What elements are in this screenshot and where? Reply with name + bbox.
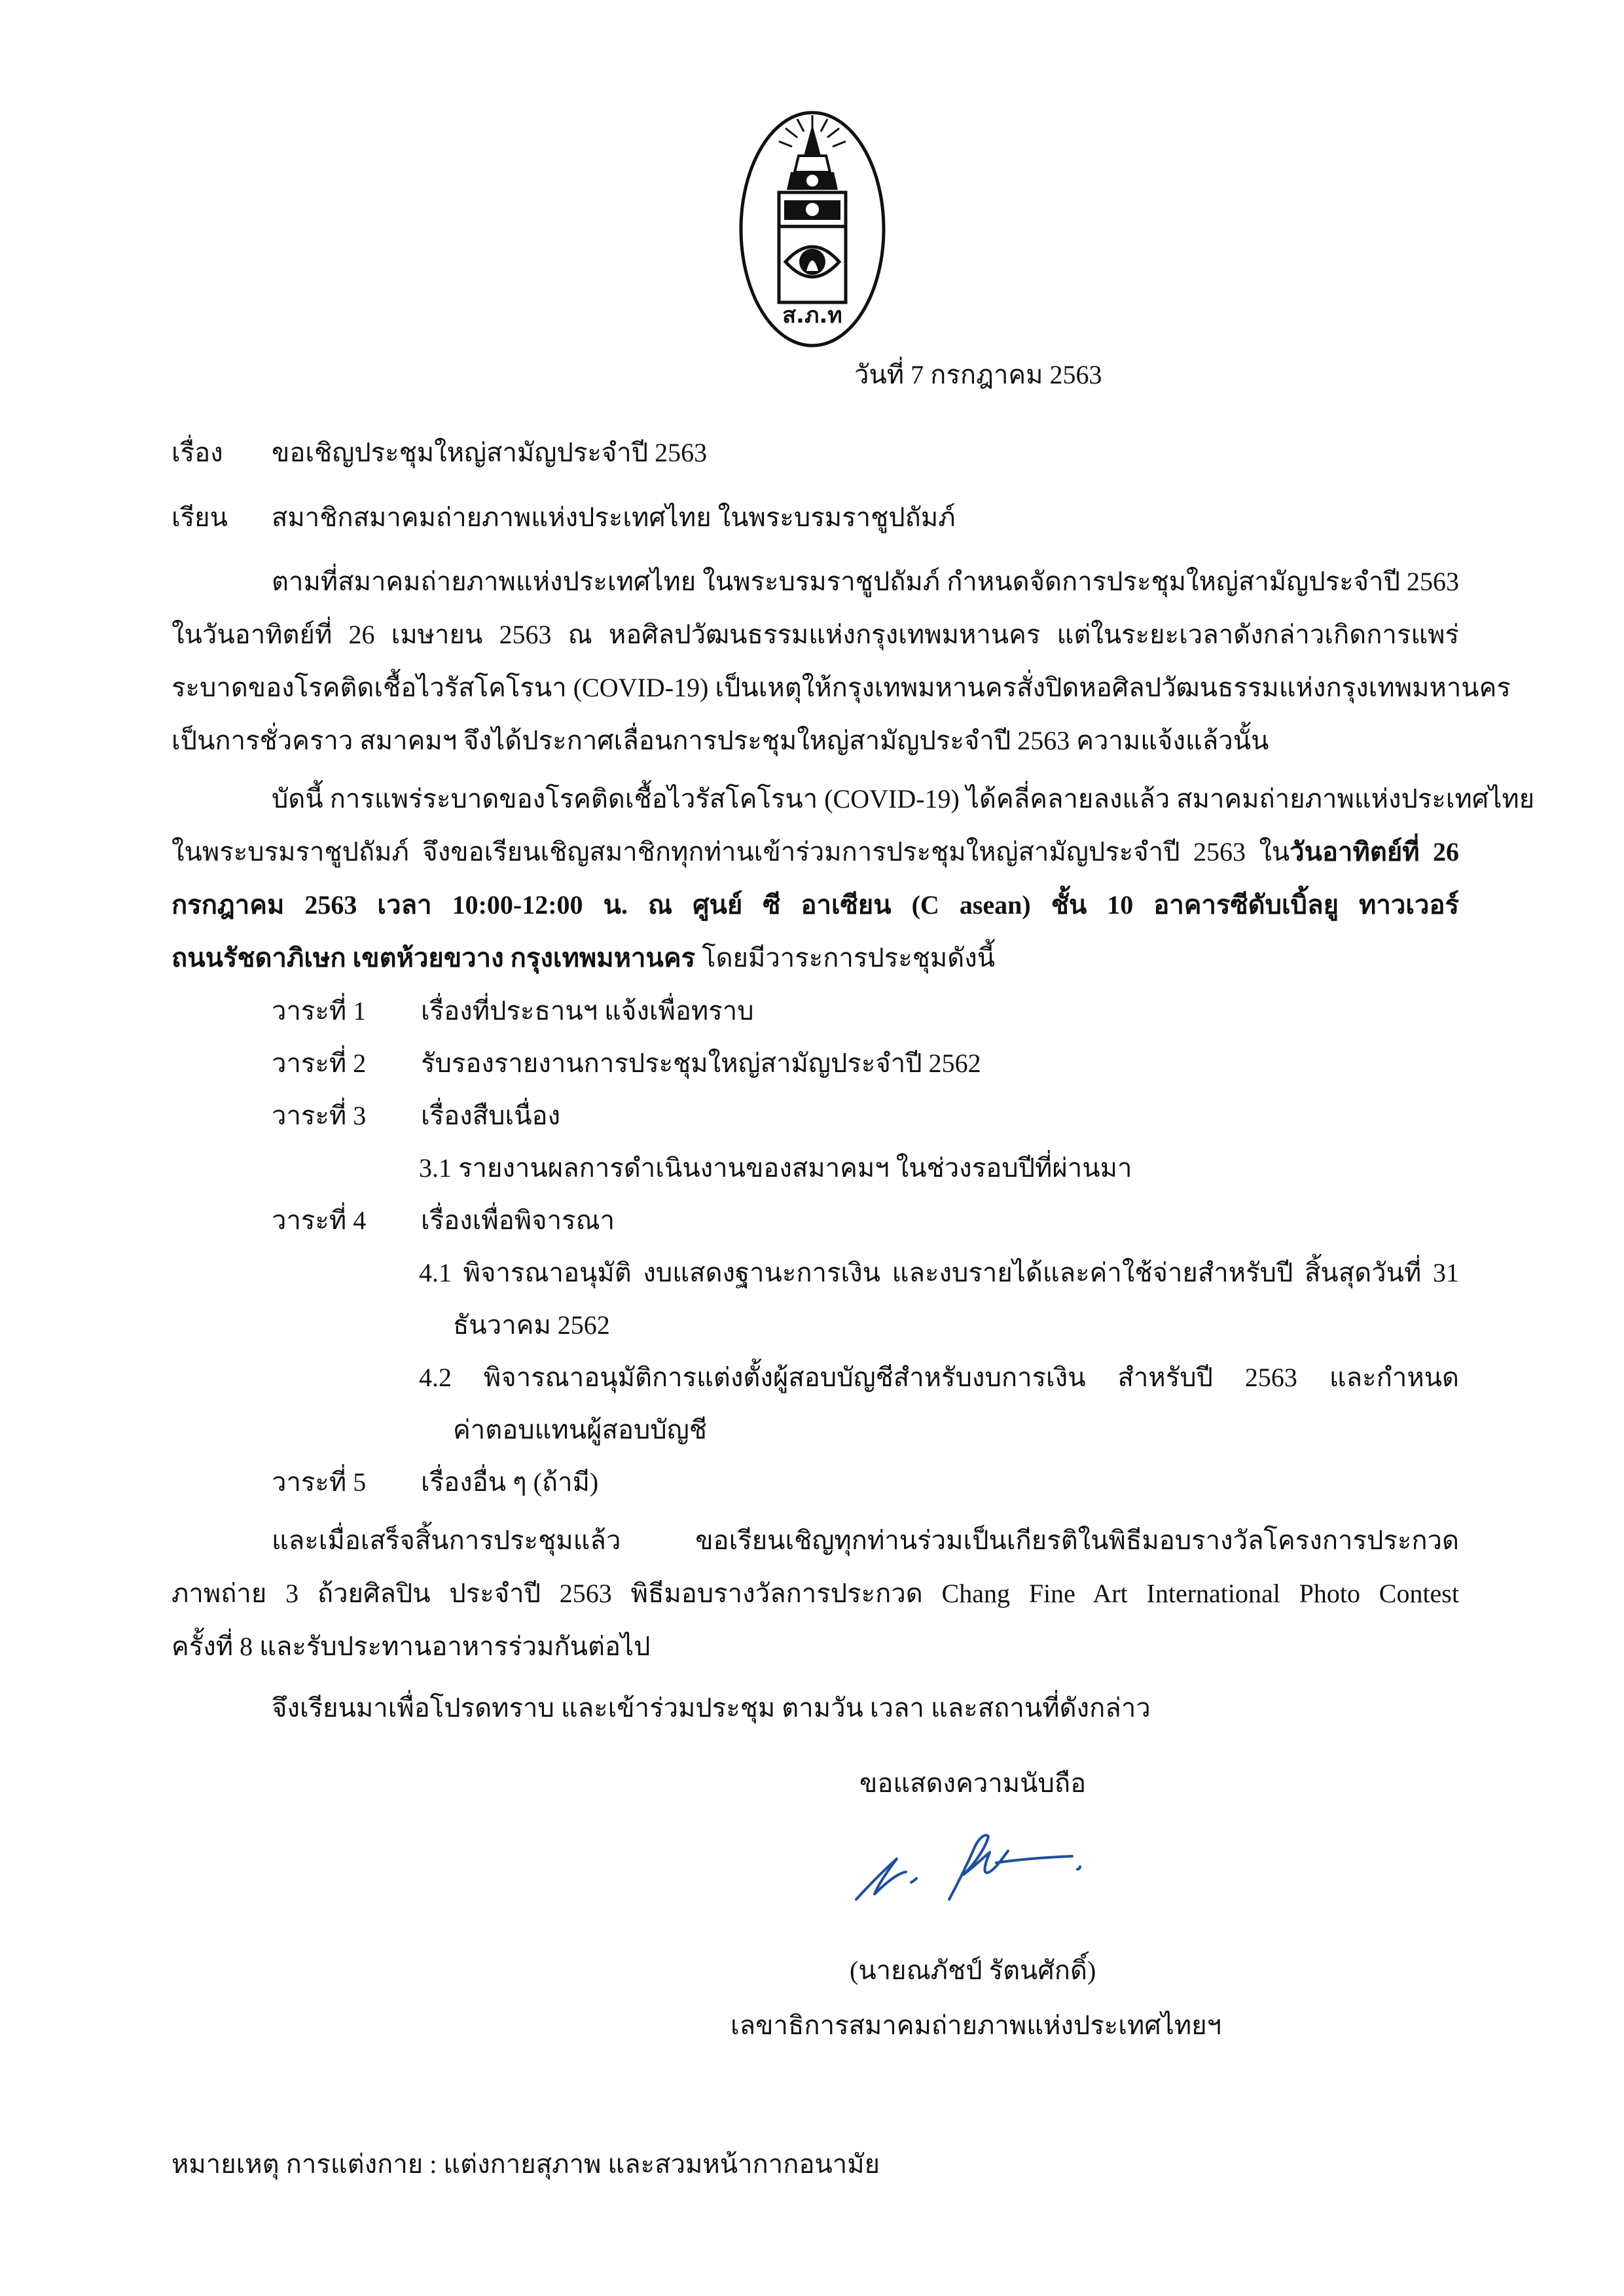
agenda-item-2	[272, 1047, 981, 1080]
agenda-item-5-text: เรื่องอื่น ๆ (ถ้ามี)	[421, 1467, 599, 1497]
agenda-item-5-label: วาระที่ 5	[272, 1467, 367, 1497]
agenda-item-1	[272, 995, 754, 1028]
signer-position: เลขาธิการสมาคมถ่ายภาพแห่งประเทศไทยฯ	[731, 2011, 1222, 2040]
agenda-item-4-label: วาระที่ 4	[272, 1206, 367, 1235]
agenda-item-5	[272, 1466, 598, 1499]
paragraph-3-line-1: และเมื่อเสร็จสิ้นการประชุมแล้ว ขอเรียนเชิญทุกท่านร่วมเป็นเกียรติในพิธีมอบรางวัลโครงการประกวด	[272, 1526, 1459, 1555]
closing-phrase: ขอแสดงความนับถือ	[859, 1768, 1087, 1798]
agenda-item-4-2-cont: ค่าตอบแทนผู้สอบบัญชี	[453, 1415, 707, 1444]
agenda-item-3-text: เรื่องสืบเนื่อง	[421, 1101, 561, 1130]
association-emblem-icon	[738, 110, 886, 348]
agenda-item-3-label: วาระที่ 3	[272, 1101, 367, 1130]
association-logo	[738, 110, 886, 348]
agenda-item-1-label: วาระที่ 1	[272, 996, 367, 1026]
paragraph-1-line-2: ในวันอาทิตย์ที่ 26 เมษายน 2563 ณ หอศิลปวัฒนธรรมแห่งกรุงเทพมหานคร แต่ในระยะเวลาดังกล่าวเกิดการแพร่	[171, 620, 1459, 649]
agenda-item-3	[272, 1100, 560, 1132]
dress-code-note: หมายเหตุ การแต่งกาย : แต่งกายสุภาพ และสวมหน้ากากอนามัย	[171, 2149, 880, 2179]
meeting-address: ถนนรัชดาภิเษก เขตห้วยขวาง กรุงเทพมหานคร	[171, 943, 696, 973]
agenda-item-4-text: เรื่องเพื่อพิจารณา	[421, 1206, 615, 1235]
paragraph-3-line-2: ภาพถ่าย 3 ถ้วยศิลปิน ประจำปี 2563 พิธีมอบรางวัลการประกวด Chang Fine Art International Photo Contest	[171, 1579, 1459, 1608]
subject-row	[171, 437, 707, 469]
paragraph-4: จึงเรียนมาเพื่อโปรดทราบ และเข้าร่วมประชุม ตามวัน เวลา และสถานที่ดังกล่าว	[272, 1693, 1151, 1723]
signature-icon	[851, 1826, 1087, 1911]
meeting-date-venue: กรกฎาคม 2563 เวลา 10:00-12:00 น. ณ ศูนย์ ซี อาเซียน (C asean) ชั้น 10 อาคารซีดับเบิ้ลยู ทาวเวอร์	[171, 890, 1459, 920]
paragraph-2-line-4-text: โดยมีวาระการประชุมดังนี้	[695, 943, 996, 973]
agenda-item-4-2: 4.2 พิจารณาอนุมัติการแต่งตั้งผู้สอบบัญชีสำหรับงบการเงิน สำหรับปี 2563 และกำหนด	[419, 1363, 1459, 1392]
meeting-date-start: วันอาทิตย์ที่ 26	[1290, 837, 1460, 867]
letter-date: วันที่ 7 กรกฎาคม 2563	[854, 360, 1102, 389]
handwritten-signature	[851, 1826, 1087, 1911]
agenda-item-4-1-cont: ธันวาคม 2562	[453, 1310, 610, 1340]
paragraph-2-line-4	[171, 942, 1459, 975]
signer-name: (นายณภัชป์ รัตนศักดิ์)	[850, 1956, 1096, 1985]
logo-text: ส.ภ.ท	[782, 302, 842, 329]
agenda-item-4	[272, 1204, 615, 1237]
paragraph-1-line-1: ตามที่สมาคมถ่ายภาพแห่งประเทศไทย ในพระบรมราชูปถัมภ์ กำหนดจัดการประชุมใหญ่สามัญประจำปี 2563	[272, 567, 1459, 596]
paragraph-2-line-2-text: ในพระบรมราชูปถัมภ์ จึงขอเรียนเชิญสมาชิกทุกท่านเข้าร่วมการประชุมใหญ่สามัญประจำปี 2563 ใน	[171, 837, 1290, 867]
recipient-row	[171, 501, 956, 534]
subject-label: เรื่อง	[171, 438, 223, 467]
recipient-label: เรียน	[171, 503, 228, 532]
paragraph-2-line-2	[171, 836, 1459, 869]
paragraph-1-line-3: ระบาดของโรคติดเชื้อไวรัสโคโรนา (COVID-19) เป็นเหตุให้กรุงเทพมหานครสั่งปิดหอศิลปวัฒนธรรมแห่งกรุงเทพมหานคร	[171, 673, 1511, 702]
agenda-item-4-1: 4.1 พิจารณาอนุมัติ งบแสดงฐานะการเงิน และงบรายได้และค่าใช้จ่ายสำหรับปี สิ้นสุดวันที่ 31	[419, 1258, 1459, 1287]
paragraph-2-line-1: บัดนี้ การแพร่ระบาดของโรคติดเชื้อไวรัสโคโรนา (COVID-19) ได้คลี่คลายลงแล้ว สมาคมถ่ายภาพแห่งประเทศไทย	[272, 784, 1535, 814]
agenda-item-1-text: เรื่องที่ประธานฯ แจ้งเพื่อทราบ	[421, 996, 754, 1026]
agenda-item-2-label: วาระที่ 2	[272, 1049, 367, 1078]
recipient-text: สมาชิกสมาคมถ่ายภาพแห่งประเทศไทย ในพระบรมราชูปถัมภ์	[272, 503, 956, 532]
agenda-item-3-1: 3.1 รายงานผลการดำเนินงานของสมาคมฯ ในช่วงรอบปีที่ผ่านมา	[419, 1153, 1132, 1183]
subject-text: ขอเชิญประชุมใหญ่สามัญประจำปี 2563	[272, 438, 708, 467]
agenda-item-2-text: รับรองรายงานการประชุมใหญ่สามัญประจำปี 2562	[421, 1049, 981, 1078]
paragraph-3-line-3: ครั้งที่ 8 และรับประทานอาหารร่วมกันต่อไป	[171, 1632, 651, 1661]
paragraph-1-line-4: เป็นการชั่วคราว สมาคมฯ จึงได้ประกาศเลื่อนการประชุมใหญ่สามัญประจำปี 2563 ความแจ้งแล้วนั้น	[171, 726, 1269, 755]
